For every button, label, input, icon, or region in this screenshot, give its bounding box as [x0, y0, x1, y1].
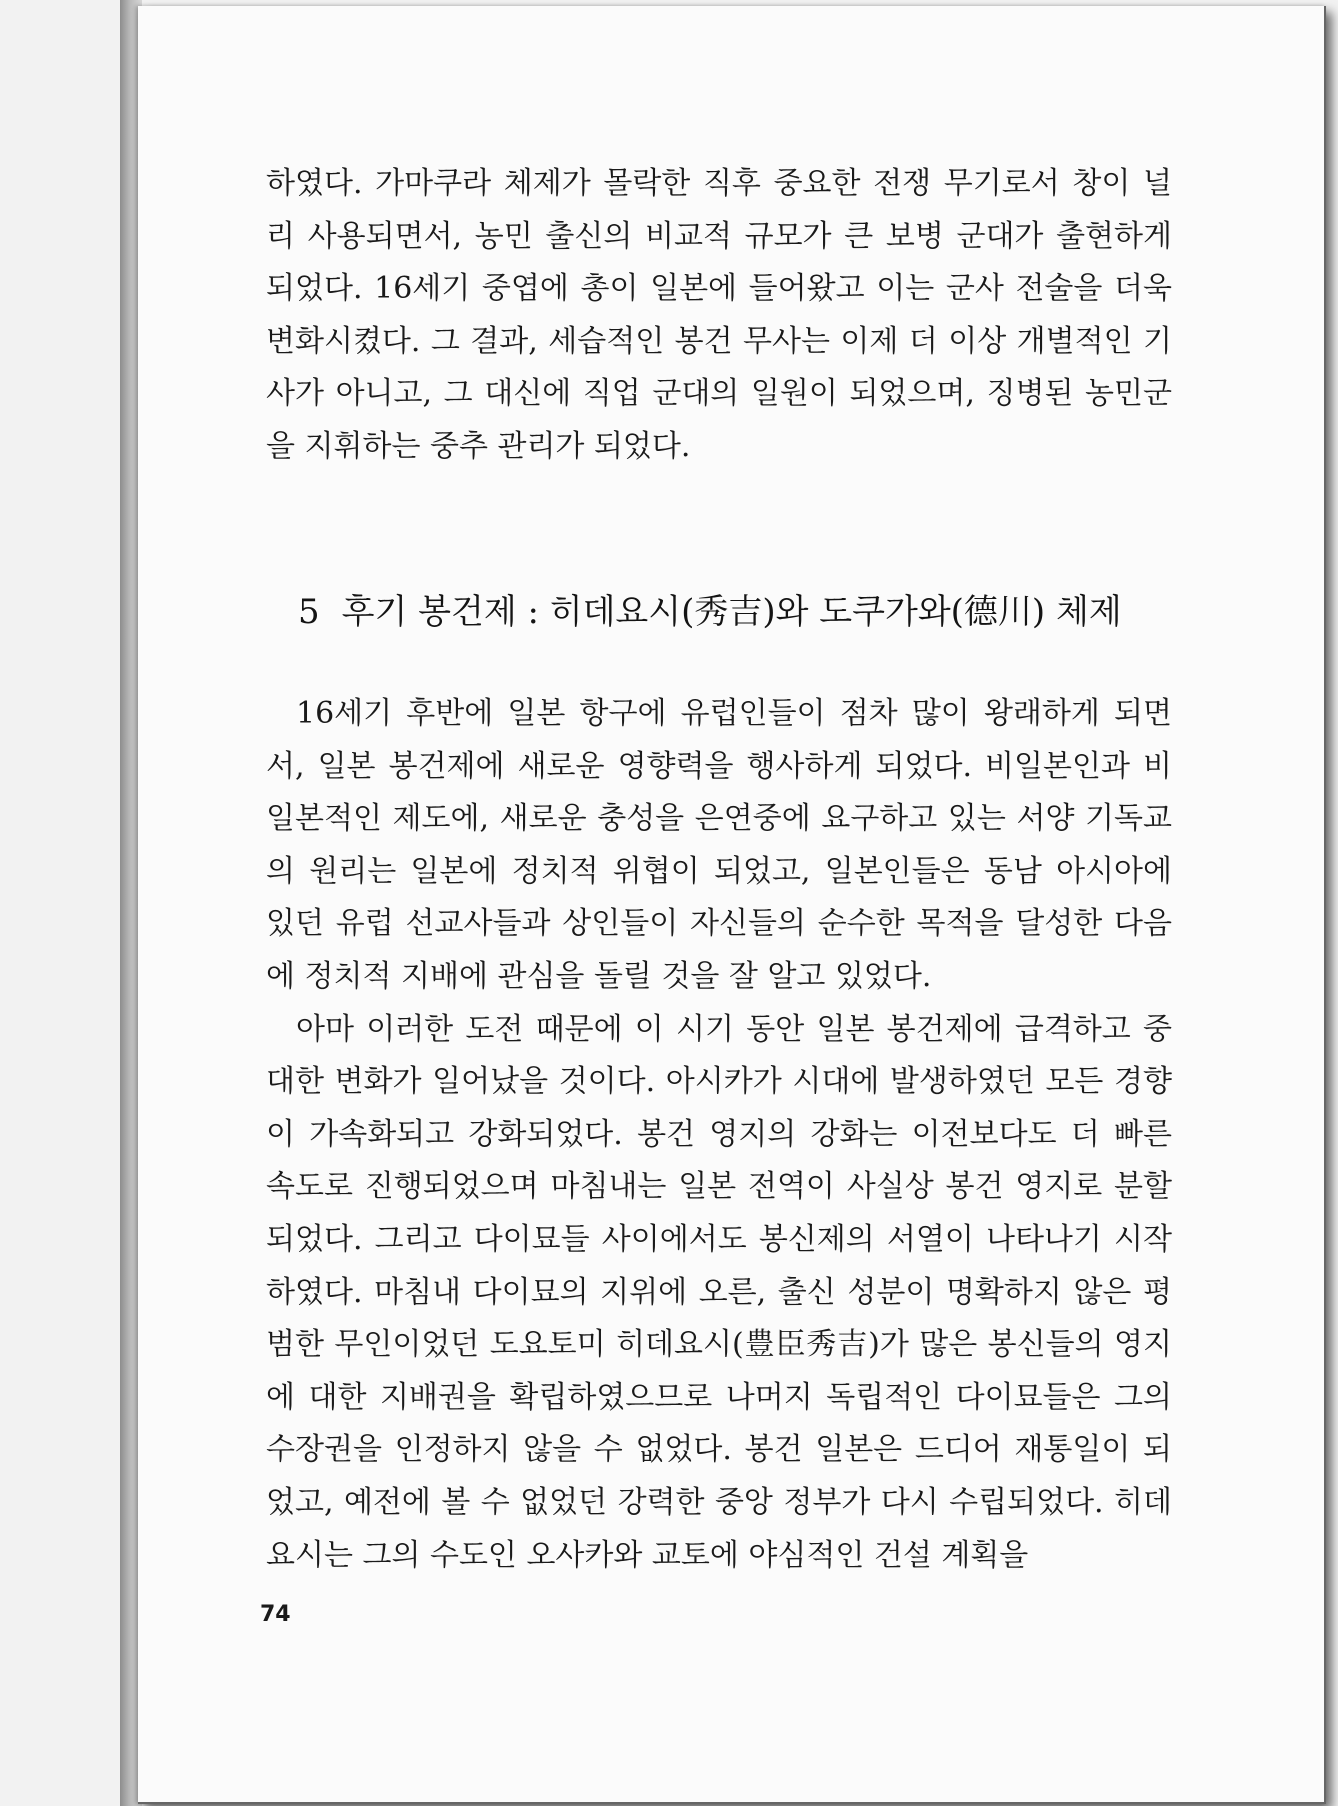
page-number: 74: [260, 1602, 291, 1627]
book-page: [138, 6, 1326, 1804]
paragraph: 아마 이러한 도전 때문에 이 시기 동안 일본 봉건제에 급격하고 중대한 변화가 일어났을 것이다. 아시카가 시대에 발생하였던 모든 경향이 가속화되고 강화되었다. 봉건 영지의 강화는 이전보다도 더 빠른 속도로 진행되었으며 마침내는 일본 전역이 사실상 봉건 영지로 분할되었다. 그리고 다이묘들 사이에서도 봉신제의 서열이 나타나기 시작하였다. 마침내 다이묘의 지위에 오른, 출신 성분이 명확하지 않은 평범한 무인이었던 도요토미 히데요시(豊臣秀吉)가 많은 봉신들의 영지에 대한 지배권을 확립하였으므로 나머지 독립적인 다이묘들은 그의 수장권을 인정하지 않을 수 없었다. 봉건 일본은 드디어 재통일이 되었고, 예전에 볼 수 없었던 강력한 중앙 정부가 다시 수립되었다. 히데요시는 그의 수도인 오사카와 교토에 야심적인 건설 계획을: [266, 1011, 1172, 1573]
section-number: 5: [298, 592, 320, 632]
section-heading: [298, 584, 1122, 633]
paragraph-continued: 하였다. 가마쿠라 체제가 몰락한 직후 중요한 전쟁 무기로서 창이 널리 사용되면서, 농민 출신의 비교적 규모가 큰 보병 군대가 출현하게 되었다. 16세기 중엽에 총이 일본에 들어왔고 이는 군사 전술을 더욱 변화시켰다. 그 결과, 세습적인 봉건 무사는 이제 더 이상 개별적인 기사가 아니고, 그 대신에 직업 군대의 일원이 되었으며, 징병된 농민군을 지휘하는 중추 관리가 되었다.: [266, 166, 1172, 464]
section-title: 후기 봉건제 : 히데요시(秀吉)와 도쿠가와(德川) 체제: [341, 592, 1122, 632]
text-block-top: [266, 158, 1172, 474]
paragraph: 16세기 후반에 일본 항구에 유럽인들이 점차 많이 왕래하게 되면서, 일본 봉건제에 새로운 영향력을 행사하게 되었다. 비일본인과 비일본적인 제도에, 새로운 충성을 은연중에 요구하고 있는 서양 기독교의 원리는 일본에 정치적 위협이 되었고, 일본인들은 동남 아시아에 있던 유럽 선교사들과 상인들이 자신들의 순수한 목적을 달성한 다음에 정치적 지배에 관심을 돌릴 것을 잘 알고 있었다.: [266, 696, 1172, 994]
text-block-section: [266, 688, 1172, 1582]
